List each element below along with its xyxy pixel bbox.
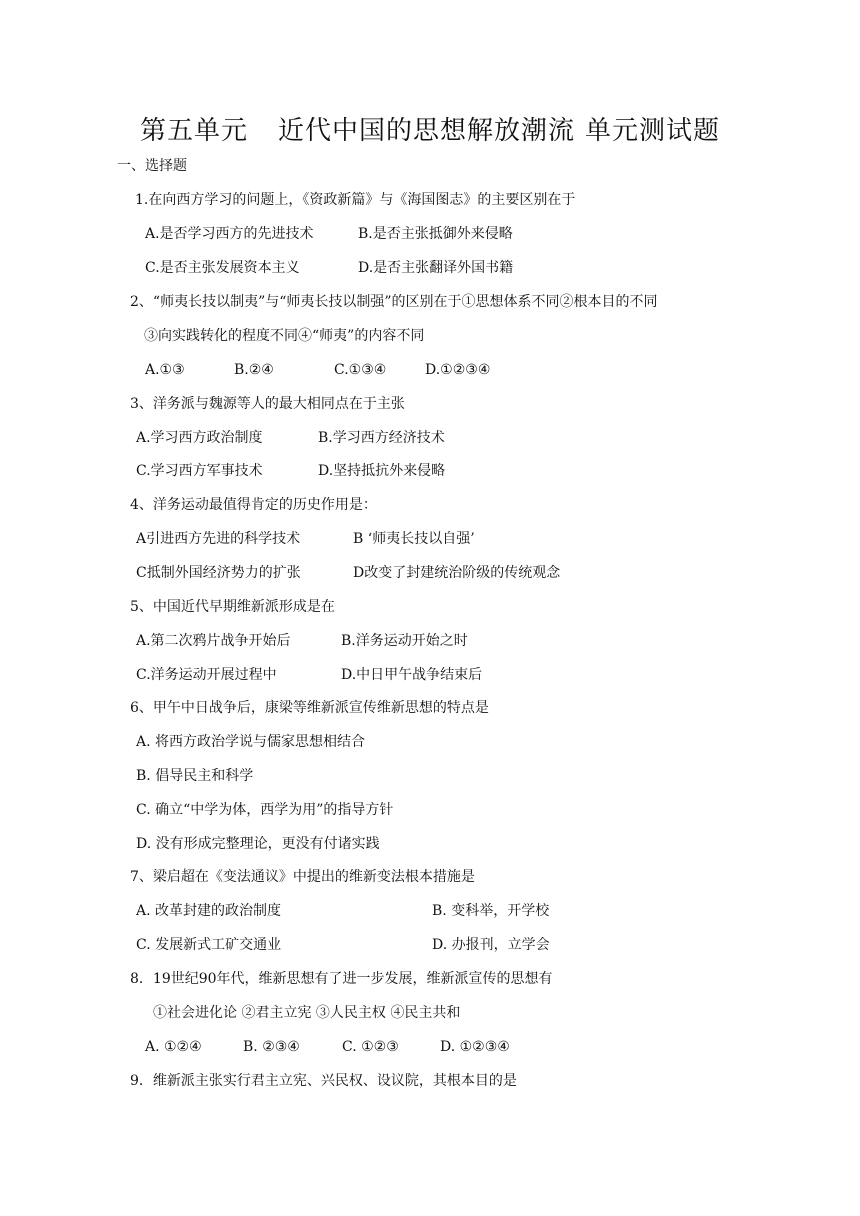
question-1-option-b: B.是否主张抵御外来侵略 bbox=[358, 226, 513, 242]
question-6-option-d: D. 没有形成完整理论，更没有付诸实践 bbox=[136, 836, 380, 852]
question-3-option-d: D.坚持抵抗外来侵略 bbox=[318, 463, 446, 479]
question-6-option-a: A. 将西方政治学说与儒家思想相结合 bbox=[136, 734, 366, 750]
question-7-option-c: C. 发展新式工矿交通业 bbox=[136, 937, 282, 953]
question-7-option-d: D. 办报刊，立学会 bbox=[432, 937, 550, 953]
page-title bbox=[0, 110, 860, 147]
question-6-option-c: C. 确立“中学为体，西学为用”的指导方针 bbox=[136, 802, 394, 818]
question-5-option-c: C.洋务运动开展过程中 bbox=[136, 667, 277, 683]
question-2-option-d: D.①②③④ bbox=[425, 362, 491, 378]
question-2-stem-cont: ③向实践转化的程度不同④“师夷”的内容不同 bbox=[144, 328, 425, 344]
question-1-option-a: A.是否学习西方的先进技术 bbox=[145, 226, 314, 242]
question-4-option-b: B ‘师夷长技以自强’ bbox=[353, 531, 475, 547]
question-6-stem: 6、甲午中日战争后，康梁等维新派宣传维新思想的特点是 bbox=[130, 700, 489, 716]
question-7-option-a: A. 改革封建的政治制度 bbox=[136, 903, 282, 919]
question-8-option-a: A. ①②④ bbox=[145, 1039, 202, 1055]
title-topic: 近代中国的思想解放潮流 bbox=[277, 116, 575, 146]
question-6-option-b: B. 倡导民主和科学 bbox=[136, 768, 254, 784]
question-7-option-b: B. 变科举，开学校 bbox=[432, 903, 550, 919]
question-8-stem-cont: ①社会进化论 ②君主立宪 ③人民主权 ④民主共和 bbox=[153, 1005, 461, 1021]
question-5-option-b: B.洋务运动开始之时 bbox=[341, 633, 468, 649]
question-7-stem: 7、梁启超在《变法通议》中提出的维新变法根本措施是 bbox=[130, 869, 475, 885]
question-9-stem: 9．维新派主张实行君主立宪、兴民权、设议院，其根本目的是 bbox=[130, 1073, 517, 1089]
question-5-stem: 5、中国近代早期维新派形成是在 bbox=[130, 599, 335, 615]
question-8-option-d: D. ①②③④ bbox=[440, 1039, 510, 1055]
title-test: 单元测试题 bbox=[585, 116, 721, 146]
question-5-option-a: A.第二次鸦片战争开始后 bbox=[136, 633, 291, 649]
title-unit: 第五单元 bbox=[139, 116, 248, 146]
question-4-option-d: D改变了封建统治阶级的传统观念 bbox=[353, 565, 561, 581]
question-3-option-a: A.学习西方政治制度 bbox=[136, 430, 263, 446]
question-3-option-c: C.学习西方军事技术 bbox=[136, 463, 263, 479]
question-8-option-b: B. ②③④ bbox=[243, 1039, 300, 1055]
question-4-option-a: A引进西方先进的科学技术 bbox=[136, 531, 301, 547]
question-8-option-c: C. ①②③ bbox=[342, 1039, 399, 1055]
question-8-stem: 8．19世纪90年代，维新思想有了进一步发展，维新派宣传的思想有 bbox=[130, 971, 553, 987]
question-2-stem: 2、“师夷长技以制夷”与“师夷长技以制强”的区别在于①思想体系不同②根本目的不同 bbox=[130, 294, 658, 310]
question-1-option-c: C.是否主张发展资本主义 bbox=[145, 260, 300, 276]
question-1-option-d: D.是否主张翻译外国书籍 bbox=[358, 260, 514, 276]
question-3-option-b: B.学习西方经济技术 bbox=[318, 430, 445, 446]
question-4-stem: 4、洋务运动最值得肯定的历史作用是： bbox=[130, 497, 377, 513]
section-heading: 一、选择题 bbox=[117, 158, 187, 174]
question-4-option-c: C抵制外国经济势力的扩张 bbox=[136, 565, 301, 581]
question-5-option-d: D.中日甲午战争结束后 bbox=[341, 667, 483, 683]
question-3-stem: 3、洋务派与魏源等人的最大相同点在于主张 bbox=[130, 396, 405, 412]
question-2-option-c: C.①③④ bbox=[334, 362, 387, 378]
question-2-option-a: A.①③ bbox=[145, 362, 185, 378]
question-1-stem: 1.在向西方学习的问题上，《资政新篇》与《海国图志》的主要区别在于 bbox=[135, 192, 576, 208]
question-2-option-b: B.②④ bbox=[234, 362, 274, 378]
